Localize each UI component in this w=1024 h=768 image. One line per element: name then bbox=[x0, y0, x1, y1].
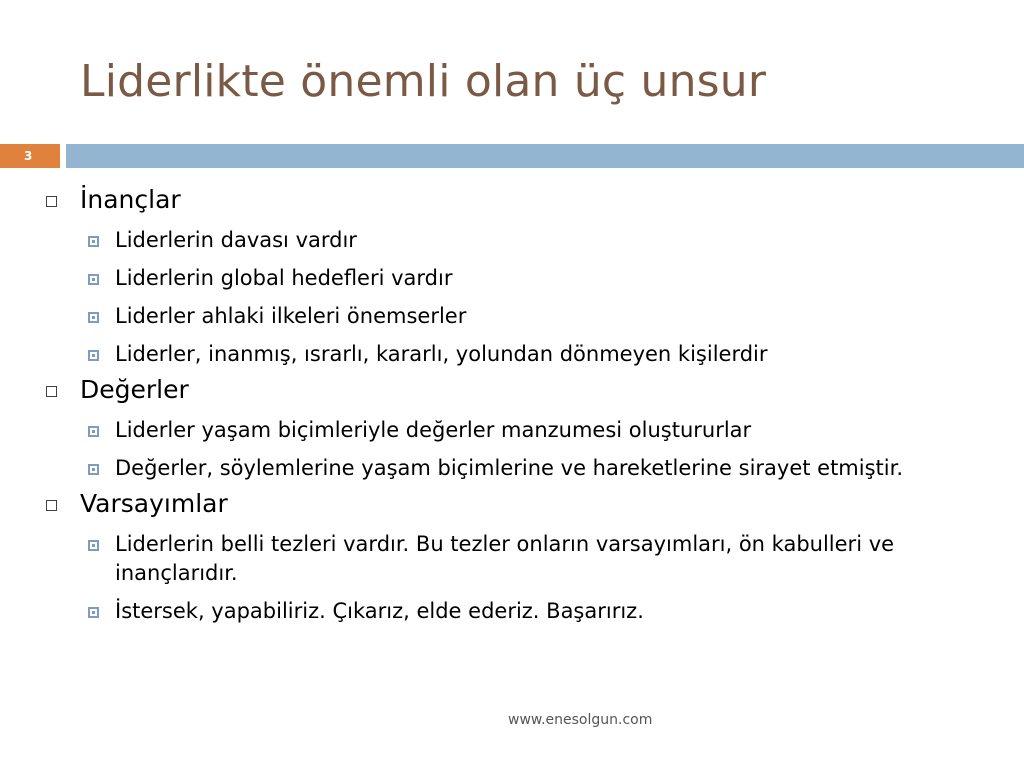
sub-bullet bbox=[44, 597, 944, 626]
sub-bullet-text: İstersek, yapabiliriz. Çıkarız, elde ederiz. Başarırız. bbox=[115, 599, 644, 623]
bullet-varsayimlar bbox=[44, 487, 944, 521]
bullet-inanclar bbox=[44, 183, 944, 217]
slide-content bbox=[44, 183, 944, 626]
sub-bullet-text: Değerler, söylemlerine yaşam biçimlerine ve hareketlerine sirayet etmiştir. bbox=[115, 456, 903, 480]
sub-bullet bbox=[44, 340, 944, 369]
square-bullet-icon bbox=[88, 607, 99, 618]
footer-url: www.enesolgun.com bbox=[508, 712, 653, 728]
sub-bullet bbox=[44, 302, 944, 331]
square-bullet-icon bbox=[88, 274, 99, 285]
square-bullet-icon bbox=[88, 350, 99, 361]
sub-bullet-text: Liderlerin belli tezleri vardır. Bu tezler onların varsayımları, ön kabulleri ve inançlarıdır. bbox=[115, 532, 895, 585]
hollow-square-bullet-icon bbox=[46, 500, 57, 511]
sub-bullet-text: Liderler, inanmış, ısrarlı, kararlı, yolundan dönmeyen kişilerdir bbox=[115, 342, 768, 366]
sub-bullet bbox=[44, 530, 944, 588]
accent-bar bbox=[66, 144, 1024, 168]
sub-bullet-text: Liderlerin global hedefleri vardır bbox=[115, 266, 453, 290]
square-bullet-icon bbox=[88, 236, 99, 247]
square-bullet-icon bbox=[88, 464, 99, 475]
sub-bullet bbox=[44, 226, 944, 255]
square-bullet-icon bbox=[88, 540, 99, 551]
hollow-square-bullet-icon bbox=[46, 196, 57, 207]
square-bullet-icon bbox=[88, 426, 99, 437]
bullet-degerler bbox=[44, 373, 944, 407]
slide-title: Liderlikte önemli olan üç unsur bbox=[80, 56, 767, 107]
sub-bullet-text: Liderler yaşam biçimleriyle değerler manzumesi oluştururlar bbox=[115, 418, 752, 442]
sub-bullet bbox=[44, 454, 944, 483]
section-heading: Değerler bbox=[80, 375, 189, 404]
square-bullet-icon bbox=[88, 312, 99, 323]
hollow-square-bullet-icon bbox=[46, 386, 57, 397]
section-heading: Varsayımlar bbox=[80, 489, 228, 518]
sub-bullet bbox=[44, 264, 944, 293]
slide-number: 3 bbox=[0, 144, 60, 168]
sub-bullet-text: Liderlerin davası vardır bbox=[115, 228, 357, 252]
sub-bullet bbox=[44, 416, 944, 445]
section-heading: İnançlar bbox=[80, 185, 181, 214]
sub-bullet-text: Liderler ahlaki ilkeleri önemserler bbox=[115, 304, 467, 328]
